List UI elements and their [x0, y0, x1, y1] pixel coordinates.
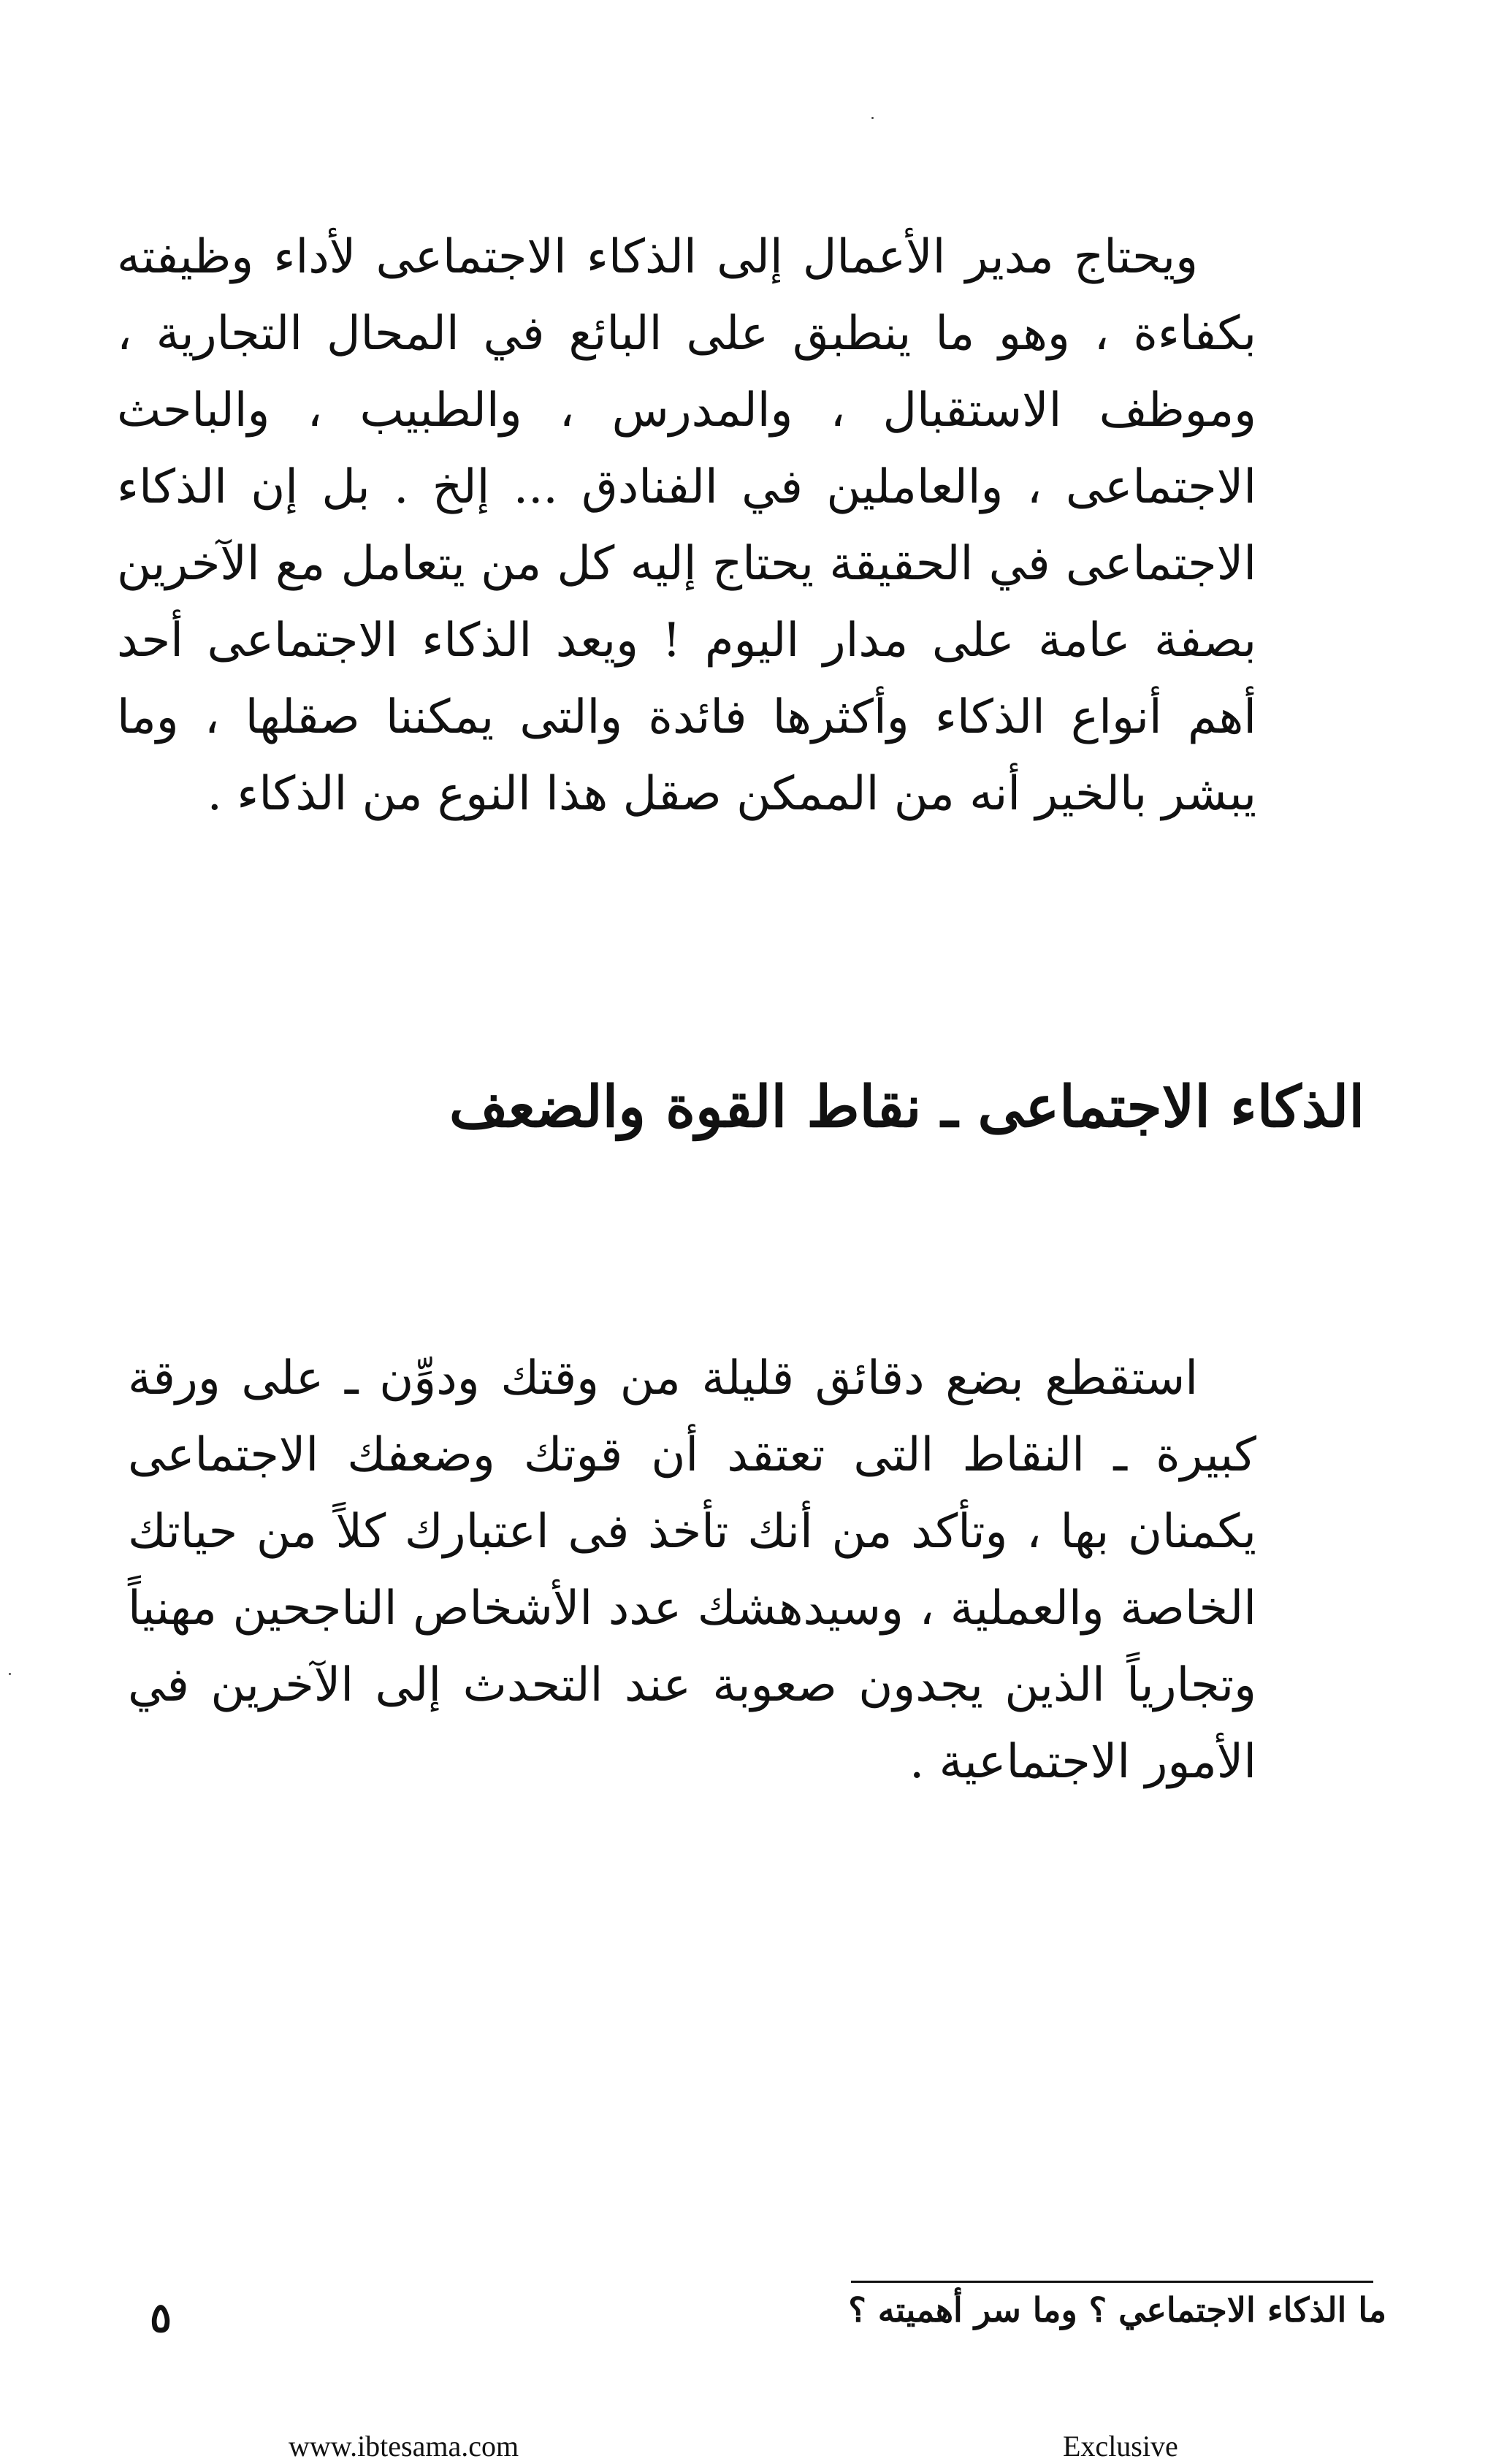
- body-paragraph-1: ويحتاج مدير الأعمال إلى الذكاء الاجتماعى لأداء وظيفته بكفاءة ، وهو ما ينطبق على البائع في المحال التجارية ، وموظف الاستقبال ، والمدرس ، والطبيب ، والباحث الاجتماعى ، والعاملين في الفنادق ... إلخ . بل إن الذكاء الاجتماعى في الحقيقة يحتاج إليه كل من يتعامل مع الآخرين بصفة عامة على مدار اليوم ! ويعد الذكاء الاجتماعى أحد أهم أنواع الذكاء وأكثرها فائدة والتى يمكننا صقلها ، وما يبشر بالخير أنه من الممكن صقل هذا النوع من الذكاء .: [117, 230, 1257, 821]
- page-number: ٥: [150, 2294, 172, 2342]
- running-footer-title: ما الذكاء الاجتماعي ؟ وما سر أهميته ؟: [848, 2290, 1386, 2330]
- footer-rule: [851, 2281, 1373, 2283]
- scan-speck: [9, 1673, 11, 1675]
- website-watermark: www.ibtesama.com: [289, 2430, 519, 2463]
- exclusive-watermark: Exclusive: [1063, 2430, 1178, 2463]
- section-heading: الذكاء الاجتماعى ـ نقاط القوة والضعف: [449, 1074, 1365, 1140]
- body-paragraph-2: استقطع بضع دقائق قليلة من وقتك ودوِّن ـ على ورقة كبيرة ـ النقاط التى تعتقد أن قوتك وضعفك الاجتماعى يكمنان بها ، وتأكد من أنك تأخذ فى اعتبارك كلاً من حياتك الخاصة والعملية ، وسيدهشك عدد الأشخاص الناجحين مهنياً وتجارياً الذين يجدون صعوبة عند التحدث إلى الآخرين في الأمور الاجتماعية .: [128, 1351, 1256, 1789]
- scan-speck: [871, 117, 874, 119]
